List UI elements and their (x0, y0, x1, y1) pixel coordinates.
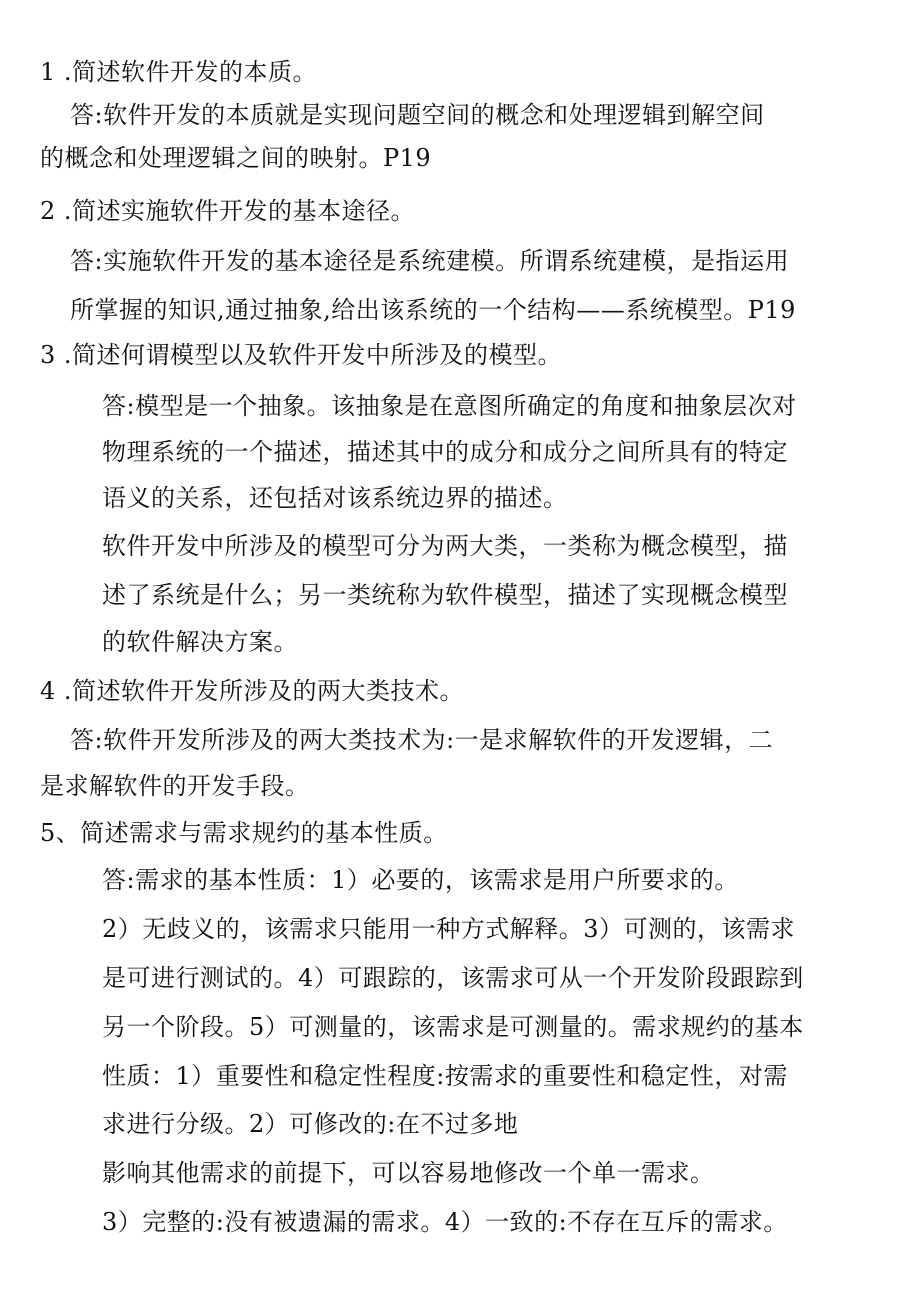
answer-5-line-7: 影响其他需求的前提下，可以容易地修改一个单一需求。 (102, 1159, 715, 1187)
answer-1-line-2: 的概念和处理逻辑之间的映射。P19 (40, 144, 432, 172)
answer-1-line-1: 答:软件开发的本质就是实现问题空间的概念和处理逻辑到解空间 (70, 101, 765, 129)
answer-5-line-5: 性质：1）重要性和稳定性程度:按需求的重要性和稳定性，对需 (102, 1062, 788, 1090)
answer-2-line-1: 答:实施软件开发的基本途径是系统建模。所谓系统建模，是指运用 (70, 247, 790, 275)
answer-3-line-2: 物理系统的一个描述，描述其中的成分和成分之间所具有的特定 (102, 438, 788, 466)
answer-5-line-3: 是可进行测试的。4）可跟踪的，该需求可从一个开发阶段跟踪到 (102, 964, 804, 992)
answer-5-line-4: 另一个阶段。5）可测量的，该需求是可测量的。需求规约的基本 (102, 1013, 804, 1041)
answer-4-line-1: 答:软件开发所涉及的两大类技术为:一是求解软件的开发逻辑，二 (70, 726, 774, 754)
answer-3-line-1: 答:模型是一个抽象。该抽象是在意图所确定的角度和抽象层次对 (102, 392, 797, 420)
answer-3-line-3: 语义的关系，还包括对该系统边界的描述。 (102, 484, 568, 512)
answer-3-line-4: 软件开发中所涉及的模型可分为两大类，一类称为概念模型，描 (102, 532, 788, 560)
answer-5-line-6: 求进行分级。2）可修改的:在不过多地 (102, 1110, 519, 1138)
answer-3-line-5: 述了系统是什么；另一类统称为软件模型，描述了实现概念模型 (102, 581, 788, 609)
question-1-title: 1 .简述软件开发的本质。 (40, 58, 318, 86)
question-2-title: 2 .简述实施软件开发的基本途径。 (40, 197, 416, 225)
question-4-title: 4 .简述软件开发所涉及的两大类技术。 (40, 677, 465, 705)
answer-3-line-6: 的软件解决方案。 (102, 628, 298, 656)
answer-5-line-1: 答:需求的基本性质：1）必要的，该需求是用户所要求的。 (102, 866, 739, 894)
answer-5-line-2: 2）无歧义的，该需求只能用一种方式解释。3）可测的，该需求 (102, 915, 796, 943)
answer-4-line-2: 是求解软件的开发手段。 (40, 772, 310, 800)
answer-5-line-8: 3）完整的:没有被遗漏的需求。4）一致的:不存在互斥的需求。 (102, 1208, 788, 1236)
question-3-title: 3 .简述何谓模型以及软件开发中所涉及的模型。 (40, 341, 563, 369)
question-5-title: 5、简述需求与需求规约的基本性质。 (40, 819, 448, 847)
answer-2-line-2: 所掌握的知识,通过抽象,给出该系统的一个结构——系统模型。P19 (70, 296, 796, 324)
